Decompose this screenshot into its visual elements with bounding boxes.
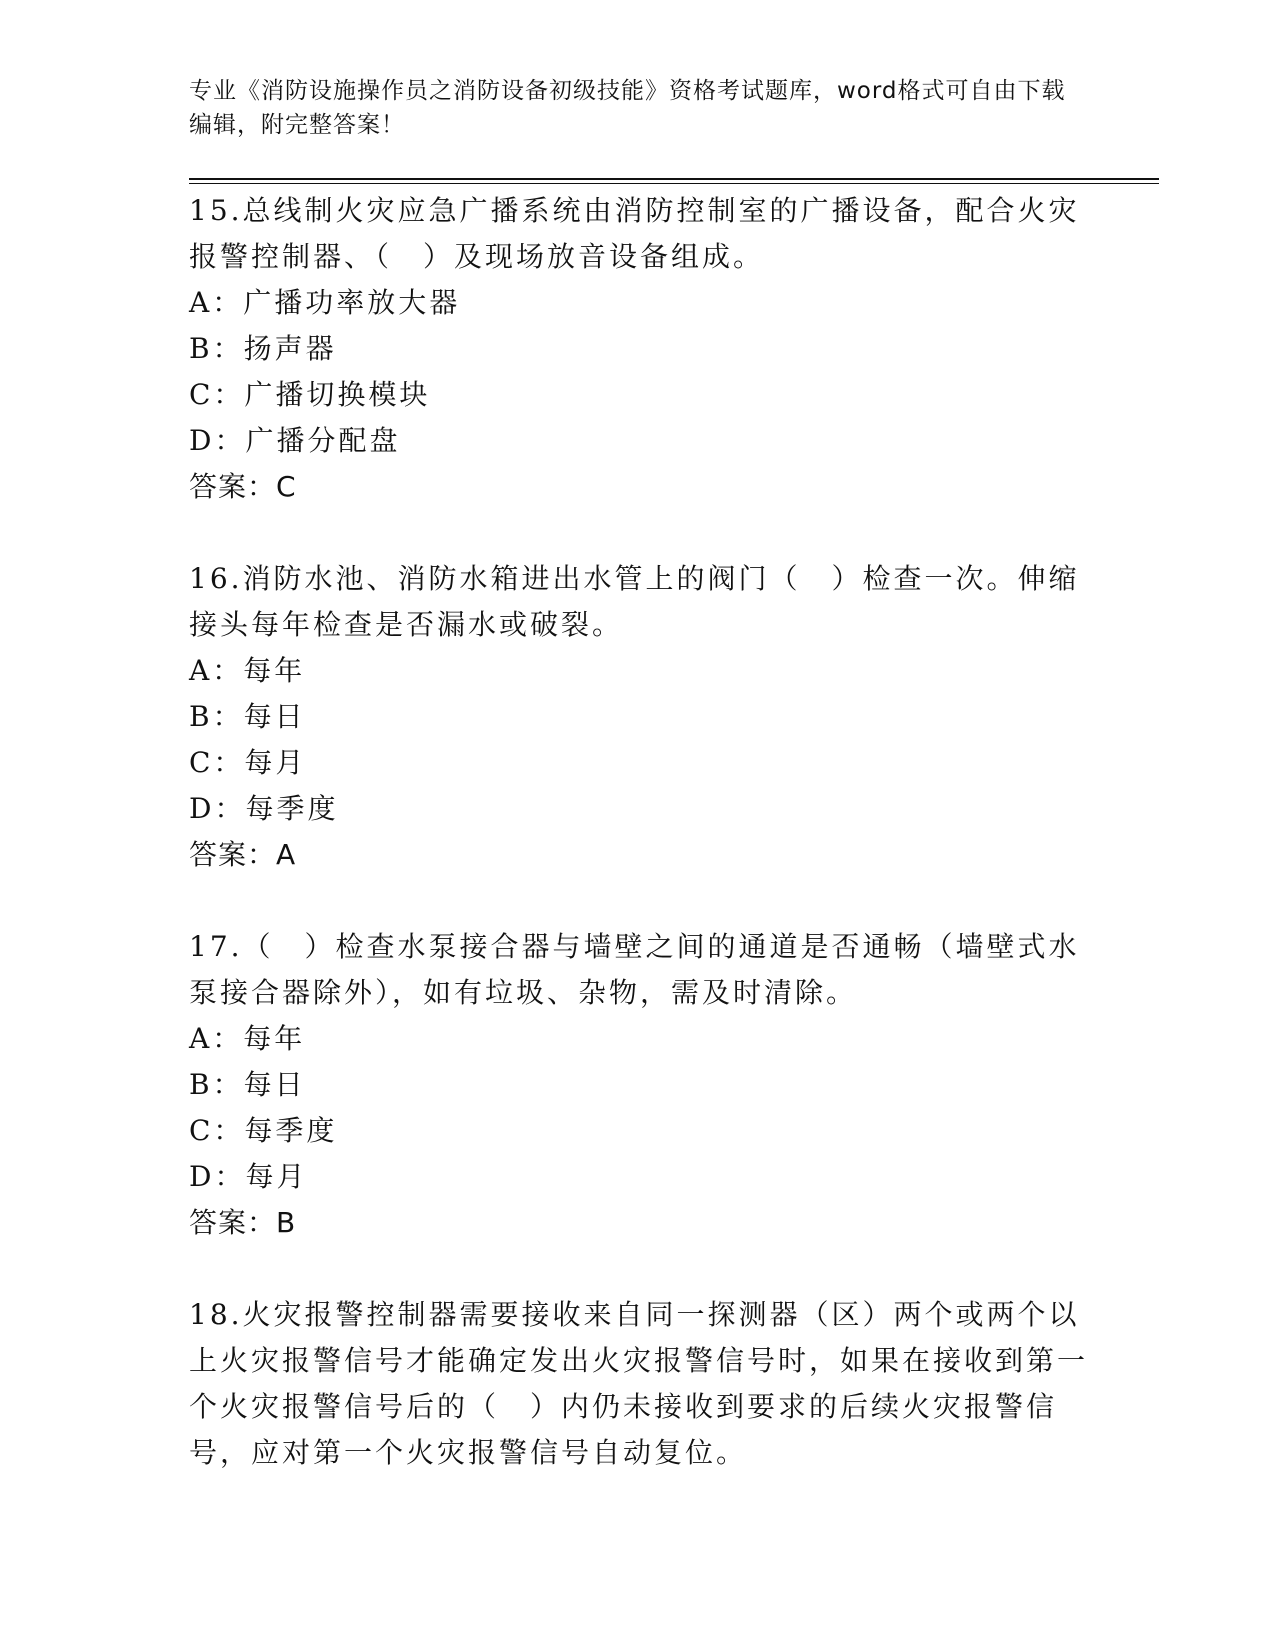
question-18 [189, 1292, 1089, 1476]
answer: 答案：C [189, 470, 297, 503]
header-rule-thin [189, 183, 1159, 184]
answer: 答案：B [189, 1206, 297, 1239]
header-rule-thick [189, 178, 1159, 180]
option-c: C：每月 [189, 746, 307, 779]
option-b: B：每日 [189, 1068, 306, 1101]
option-a: A：每年 [189, 654, 306, 687]
answer: 答案：A [189, 838, 297, 871]
option-a: A：每年 [189, 1022, 306, 1055]
option-a: A：广播功率放大器 [189, 286, 461, 319]
question-15 [189, 188, 1089, 510]
question-16 [189, 556, 1089, 878]
question-text: 17.（ ）检查水泵接合器与墙壁之间的通道是否通畅（墙壁式水泵接合器除外），如有垃圾、杂物，需及时清除。 [189, 930, 1080, 1009]
question-17 [189, 924, 1089, 1246]
option-d: D：每季度 [189, 792, 339, 825]
question-text: 15.总线制火灾应急广播系统由消防控制室的广播设备，配合火灾报警控制器、（ ）及现场放音设备组成。 [189, 194, 1080, 273]
question-list [189, 188, 1089, 1522]
option-b: B：扬声器 [189, 332, 337, 365]
option-b: B：每日 [189, 700, 306, 733]
option-d: D：广播分配盘 [189, 424, 401, 457]
question-text: 18.火灾报警控制器需要接收来自同一探测器（区）两个或两个以上火灾报警信号才能确定发出火灾报警信号时，如果在接收到第一个火灾报警信号后的（ ）内仍未接收到要求的后续火灾报警信号，应对第一个火灾报警信号自动复位。 [189, 1298, 1089, 1469]
option-c: C：每季度 [189, 1114, 338, 1147]
document-header: 专业《消防设施操作员之消防设备初级技能》资格考试题库，word格式可自由下载编辑，附完整答案！ [189, 78, 1066, 138]
option-c: C：广播切换模块 [189, 378, 431, 411]
option-d: D：每月 [189, 1160, 308, 1193]
question-text: 16.消防水池、消防水箱进出水管上的阀门（ ）检查一次。伸缩接头每年检查是否漏水或破裂。 [189, 562, 1080, 641]
